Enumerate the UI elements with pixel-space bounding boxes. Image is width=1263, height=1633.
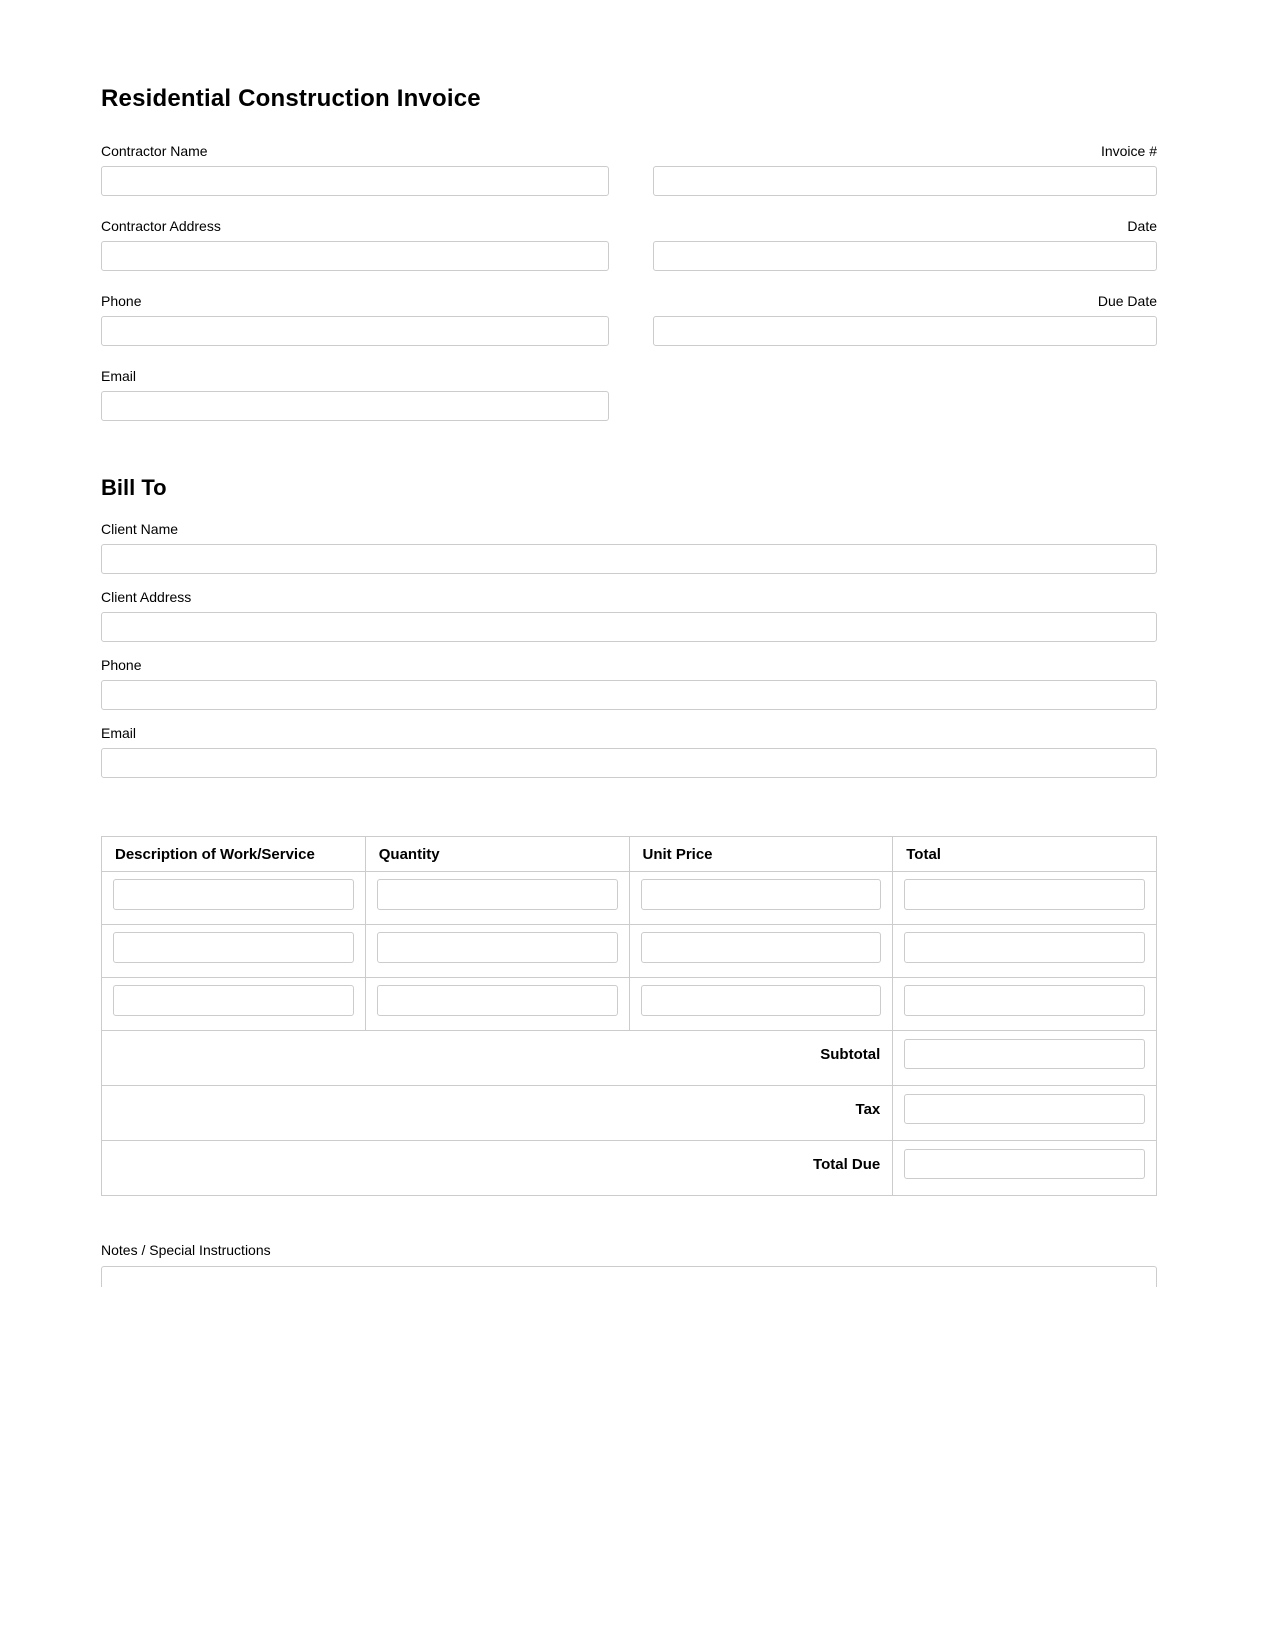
contractor-column	[101, 143, 609, 443]
item-total-input[interactable]	[904, 985, 1145, 1016]
total-due-row	[102, 1141, 1157, 1196]
client-phone-field	[101, 657, 1157, 710]
client-name-label: Client Name	[101, 521, 179, 537]
due-date-label: Due Date	[1097, 293, 1157, 309]
item-quantity-input[interactable]	[377, 985, 618, 1016]
invoice-number-label: Invoice #	[1100, 143, 1157, 159]
item-description-input[interactable]	[113, 879, 354, 910]
total-column-header: Total	[893, 837, 1157, 872]
bill-to-heading: Bill To	[101, 475, 167, 500]
client-email-input[interactable]	[101, 748, 1157, 778]
notes-section	[101, 1242, 1157, 1287]
contractor-phone-label: Phone	[101, 293, 142, 309]
total-due-label: Total Due	[102, 1141, 893, 1196]
unit-price-column-header: Unit Price	[629, 837, 893, 872]
table-header-row	[102, 837, 1157, 872]
item-unit-price-input[interactable]	[641, 985, 882, 1016]
invoice-form-page	[101, 0, 1157, 1287]
client-phone-label: Phone	[101, 657, 142, 673]
bill-to-section	[101, 521, 1157, 778]
invoice-number-field	[653, 143, 1157, 196]
item-row	[102, 872, 1157, 925]
notes-textarea[interactable]	[101, 1266, 1157, 1287]
client-address-label: Client Address	[101, 589, 192, 605]
contractor-address-input[interactable]	[101, 241, 609, 271]
description-column-header: Description of Work/Service	[102, 837, 366, 872]
tax-row	[102, 1086, 1157, 1141]
client-email-field	[101, 725, 1157, 778]
item-quantity-input[interactable]	[377, 932, 618, 963]
subtotal-label: Subtotal	[102, 1031, 893, 1086]
total-due-input[interactable]	[904, 1149, 1145, 1179]
contractor-name-label: Contractor Name	[101, 143, 208, 159]
subtotal-row	[102, 1031, 1157, 1086]
contractor-name-field	[101, 143, 609, 196]
client-email-label: Email	[101, 725, 137, 741]
contractor-name-input[interactable]	[101, 166, 609, 196]
notes-label: Notes / Special Instructions	[101, 1242, 271, 1258]
item-description-input[interactable]	[113, 985, 354, 1016]
client-phone-input[interactable]	[101, 680, 1157, 710]
contractor-phone-field	[101, 293, 609, 346]
client-address-field	[101, 589, 1157, 642]
contractor-email-label: Email	[101, 368, 137, 384]
subtotal-input[interactable]	[904, 1039, 1145, 1069]
client-name-input[interactable]	[101, 544, 1157, 574]
invoice-meta-column	[653, 143, 1157, 443]
page-title: Residential Construction Invoice	[101, 85, 481, 112]
item-total-input[interactable]	[904, 879, 1145, 910]
item-description-input[interactable]	[113, 932, 354, 963]
tax-label: Tax	[102, 1086, 893, 1141]
invoice-date-field	[653, 218, 1157, 271]
client-name-field	[101, 521, 1157, 574]
line-items-table	[101, 836, 1157, 1196]
due-date-input[interactable]	[653, 316, 1157, 346]
item-unit-price-input[interactable]	[641, 879, 882, 910]
due-date-field	[653, 293, 1157, 346]
item-quantity-input[interactable]	[377, 879, 618, 910]
contractor-email-field	[101, 368, 609, 421]
item-total-input[interactable]	[904, 932, 1145, 963]
item-row	[102, 978, 1157, 1031]
invoice-date-input[interactable]	[653, 241, 1157, 271]
contractor-email-input[interactable]	[101, 391, 609, 421]
tax-input[interactable]	[904, 1094, 1145, 1124]
contractor-address-field	[101, 218, 609, 271]
quantity-column-header: Quantity	[365, 837, 629, 872]
contractor-phone-input[interactable]	[101, 316, 609, 346]
invoice-number-input[interactable]	[653, 166, 1157, 196]
client-address-input[interactable]	[101, 612, 1157, 642]
item-row	[102, 925, 1157, 978]
header-fields-grid	[101, 143, 1157, 443]
invoice-date-label: Date	[1127, 218, 1157, 234]
contractor-address-label: Contractor Address	[101, 218, 221, 234]
item-unit-price-input[interactable]	[641, 932, 882, 963]
